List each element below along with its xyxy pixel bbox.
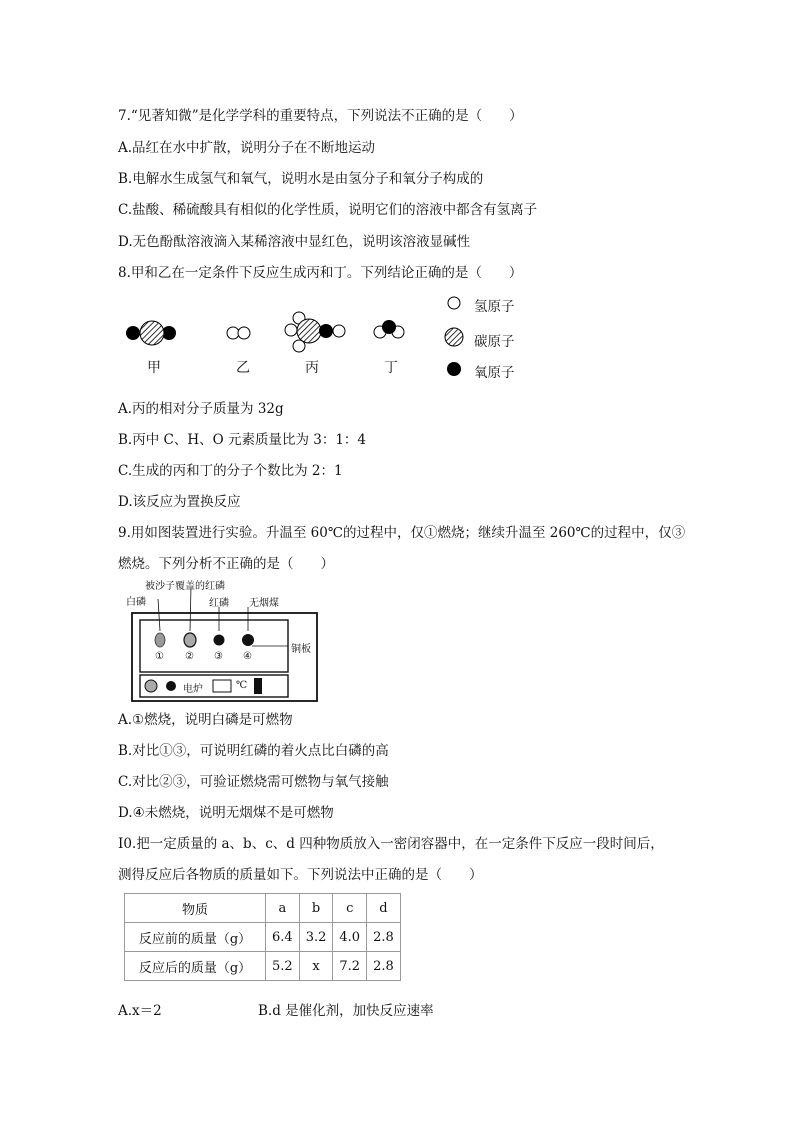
label-covered-red-phosphorus: 被沙子覆盖的红磷 bbox=[145, 581, 225, 592]
table-cell: 反应后的质量（g） bbox=[125, 952, 266, 981]
covered-red-phosphorus-icon bbox=[184, 633, 196, 647]
label-bing: 丙 bbox=[305, 360, 319, 376]
table-cell: 7.2 bbox=[333, 952, 367, 981]
table-header-cell: 物质 bbox=[125, 894, 266, 923]
molecule-yi bbox=[227, 327, 250, 339]
hydrogen-atom-icon bbox=[448, 297, 460, 309]
mass-table bbox=[124, 893, 401, 981]
table-row bbox=[125, 952, 401, 981]
table-header-cell: a bbox=[266, 894, 300, 923]
label-ding: 丁 bbox=[384, 360, 398, 376]
stove-knob-icon bbox=[145, 680, 157, 692]
table-cell: 5.2 bbox=[266, 952, 300, 981]
q9-stem-line1: 9.用如图装置进行实验。升温至 60℃的过程中，仅①燃烧；继续升温至 260℃的过程中，仅③ bbox=[118, 525, 686, 541]
q9-stem-line2: 燃烧。下列分析不正确的是（ ） bbox=[118, 556, 334, 572]
label-celsius: ℃ bbox=[236, 680, 248, 691]
q7-option-a: A.品红在水中扩散，说明分子在不断地运动 bbox=[118, 140, 376, 156]
label-red-phosphorus: 红磷 bbox=[209, 598, 229, 609]
table-header-row bbox=[125, 894, 401, 923]
q8-option-c: C.生成的丙和丁的分子个数比为 2：1 bbox=[118, 463, 343, 479]
molecule-ding bbox=[374, 320, 404, 338]
label-anthracite: 无烟煤 bbox=[249, 598, 279, 609]
legend-oxygen: 氧原子 bbox=[474, 365, 515, 381]
q10-stem-line1: I0.把一定质量的 a、b、c、d 四种物质放入一密闭容器中，在一定条件下反应一段时间后， bbox=[118, 836, 664, 852]
temperature-display bbox=[213, 680, 231, 692]
q10-stem-line2: 测得反应后各物质的质量如下。下列说法中正确的是（ ） bbox=[118, 867, 483, 883]
q8-stem: 8.甲和乙在一定条件下反应生成丙和丁。下列结论正确的是（ ） bbox=[118, 265, 523, 281]
q9-option-b: B.对比①③，可说明红磷的着火点比白磷的高 bbox=[118, 743, 389, 759]
white-phosphorus-icon bbox=[155, 633, 165, 647]
table-cell: 4.0 bbox=[333, 923, 367, 952]
q7-option-d: D.无色酚酞溶液滴入某稀溶液中显红色，说明该溶液显碱性 bbox=[118, 234, 471, 250]
q7-option-b: B.电解水生成氢气和氧气，说明水是由氢分子和氧分子构成的 bbox=[118, 171, 484, 187]
q7-stem: 7.“见著知微”是化学学科的重要特点，下列说法不正确的是（ ） bbox=[118, 108, 523, 124]
stove-switch-icon bbox=[254, 678, 262, 694]
label-copper-plate: 铜板 bbox=[291, 644, 311, 655]
q8-option-d: D.该反应为置换反应 bbox=[118, 494, 241, 510]
carbon-atom-icon bbox=[445, 328, 463, 346]
q7-option-c: C.盐酸、稀硫酸具有相似的化学性质，说明它们的溶液中都含有氢离子 bbox=[118, 202, 538, 218]
anthracite-icon bbox=[242, 634, 254, 646]
table-cell: 3.2 bbox=[299, 923, 333, 952]
red-phosphorus-icon bbox=[214, 635, 225, 646]
table-cell: x bbox=[299, 952, 333, 981]
table-header-cell: b bbox=[299, 894, 333, 923]
label-num-4: ④ bbox=[243, 651, 252, 662]
q9-option-c: C.对比②③，可验证燃烧需可燃物与氧气接触 bbox=[118, 774, 389, 790]
q10-option-b: B.d 是催化剂，加快反应速率 bbox=[258, 1003, 434, 1019]
molecule-jia bbox=[126, 321, 176, 345]
molecule-bing bbox=[285, 312, 345, 352]
label-yi: 乙 bbox=[236, 360, 250, 376]
q8-option-a: A.丙的相对分子质量为 32g bbox=[118, 401, 284, 417]
stove-indicator-icon bbox=[166, 681, 176, 691]
legend-carbon: 碳原子 bbox=[474, 334, 515, 350]
label-stove: 电炉 bbox=[183, 684, 203, 695]
legend-hydrogen: 氢原子 bbox=[474, 299, 515, 315]
q9-option-a: A.①燃烧，说明白磷是可燃物 bbox=[118, 712, 293, 728]
table-cell: 反应前的质量（g） bbox=[125, 923, 266, 952]
q10-option-a: A.x＝2 bbox=[118, 1003, 162, 1019]
atom-legend bbox=[440, 290, 470, 380]
q9-option-d: D.④未燃烧，说明无烟煤不是可燃物 bbox=[118, 805, 334, 821]
molecule-diagram bbox=[118, 288, 438, 358]
table-cell: 6.4 bbox=[266, 923, 300, 952]
q8-option-b: B.丙中 C、H、O 元素质量比为 3：1：4 bbox=[118, 432, 367, 448]
label-white-phosphorus: 白磷 bbox=[126, 597, 146, 608]
oxygen-atom-icon bbox=[447, 362, 461, 376]
label-num-3: ③ bbox=[214, 651, 223, 662]
table-header-cell: c bbox=[333, 894, 367, 923]
label-jia: 甲 bbox=[147, 360, 161, 376]
label-num-1: ① bbox=[155, 651, 164, 662]
table-cell: 2.8 bbox=[367, 923, 401, 952]
table-row bbox=[125, 923, 401, 952]
table-cell: 2.8 bbox=[367, 952, 401, 981]
table-header-cell: d bbox=[367, 894, 401, 923]
label-num-2: ② bbox=[185, 651, 194, 662]
